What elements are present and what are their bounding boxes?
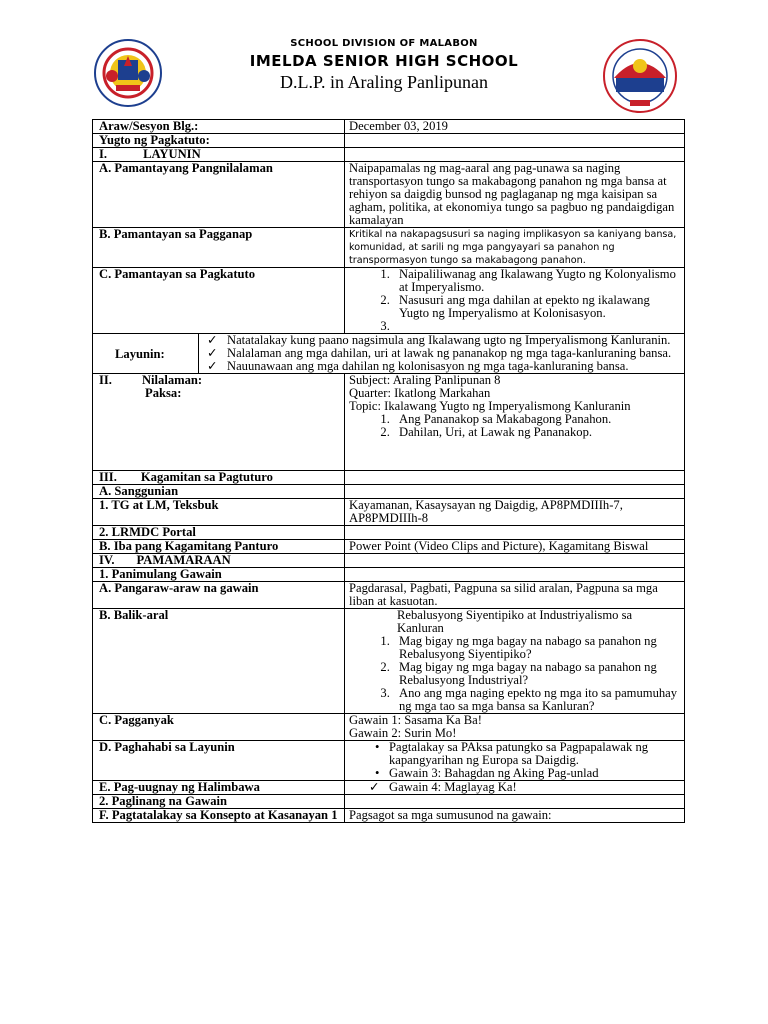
pamantayan-pagganap-value: Kritikal na nakapagsusuri sa naging implikasyon sa kaniyang bansa, komunidad, at sarili ng mga pangyayari sa panahon ng transpormasyon tungo sa makabagong panahon. xyxy=(345,228,685,268)
table-row xyxy=(93,540,685,554)
checkmark-icon: ✓ xyxy=(207,346,218,360)
layunin-label: Layunin: xyxy=(93,334,199,373)
document-header xyxy=(0,0,768,118)
table-row xyxy=(93,781,685,795)
pag-uugnay-list xyxy=(349,781,680,794)
bullet-icon: • xyxy=(375,766,380,780)
section-number: IV. xyxy=(99,553,115,567)
pamantayang-pangnilalaman-label: A. Pamantayang Pangnilalaman xyxy=(93,162,345,228)
table-row xyxy=(93,334,685,374)
pamantayan-pagkatuto-label: C. Pamantayan sa Pagkatuto xyxy=(93,268,345,334)
division-name: SCHOOL DIVISION OF MALABON xyxy=(290,38,478,49)
list-item: 3. Ano ang mga naging epekto ng mga ito sa pamumuhay ng mga tao sa mga bansa sa Kanluran? xyxy=(393,687,680,713)
section-title: LAYUNIN xyxy=(143,147,201,161)
bullet-icon: • xyxy=(375,740,380,754)
quarter-line: Quarter: Ikatlong Markahan xyxy=(349,386,491,400)
checkmark-icon: ✓ xyxy=(207,359,218,373)
section-title: PAMAMARAAN xyxy=(136,553,231,567)
pamantayan-pagganap-label: B. Pamantayan sa Pagganap xyxy=(93,228,345,268)
table-row xyxy=(93,809,685,823)
document-subtitle: D.L.P. in Araling Panlipunan xyxy=(280,72,488,92)
balik-aral-list xyxy=(349,635,680,713)
table-row xyxy=(93,374,685,471)
section-number: II. xyxy=(99,373,112,387)
section-ii-heading xyxy=(93,374,345,471)
table-row xyxy=(93,228,685,268)
gawain-1: Gawain 1: Sasama Ka Ba! xyxy=(349,713,482,727)
table-row xyxy=(93,148,685,162)
division-office-seal-logo xyxy=(600,38,680,114)
pagtatalakay-value: Pagsagot sa mga sumusunod na gawain: xyxy=(345,809,685,823)
list-item: • Pagtalakay sa PAksa patungko sa Pagpapalawak ng kapangyarihan ng Europa sa Daigdig. xyxy=(375,740,649,767)
topic-list xyxy=(349,413,680,439)
section-number: III. xyxy=(99,470,117,484)
list-item: • Gawain 3: Bahagdan ng Aking Pag-unlad xyxy=(375,766,599,780)
list-item: 2. Mag bigay ng mga bagay na nabago sa panahon ng Rebalusyong Industriyal? xyxy=(393,661,680,687)
table-row xyxy=(93,120,685,134)
paksa-label: Paksa: xyxy=(145,386,182,400)
iba-pang-kagamitan-value: Power Point (Video Clips and Picture), Kagamitang Biswal xyxy=(345,540,685,554)
topic-line: Topic: Ikalawang Yugto ng Imperyalismong Kanluranin xyxy=(349,399,631,413)
list-item: ✓ Natatalakay kung paano nagsimula ang Ikalawang ugto ng Imperyalismong Kanluranin. xyxy=(207,333,671,347)
pamantayang-pangnilalaman-value: Naipapamalas ng mag-aaral ang pag-unawa sa naging transportasyon tungo sa makabagong panahon ng mga bansa at rehiyon sa daigdig bunsod ng paglaganap ng mga kaisipan sa agham, politika, at ekonomiya tungo sa pagbuo ng pandaigdigan kamalayan xyxy=(345,162,685,228)
list-item: 2. Dahilan, Uri, at Lawak ng Pananakop. xyxy=(393,426,680,439)
table-row xyxy=(93,609,685,714)
pagganyak-label: C. Pagganyak xyxy=(93,714,345,741)
checkmark-icon: ✓ xyxy=(369,780,380,794)
section-iv-heading xyxy=(93,554,345,568)
pangaraw-araw-label: A. Pangaraw-araw na gawain xyxy=(93,582,345,609)
list-item xyxy=(393,320,680,333)
table-row xyxy=(93,582,685,609)
table-row xyxy=(93,134,685,148)
iba-pang-kagamitan-label: B. Iba pang Kagamitang Panturo xyxy=(93,540,345,554)
school-name: IMELDA SENIOR HIGH SCHOOL xyxy=(249,52,519,70)
list-item: 1. Naipaliliwanag ang Ikalawang Yugto ng Kolonyalismo at Imperyalismo. xyxy=(393,268,680,294)
balik-aral-intro: Rebalusyong Siyentipiko at Industriyalismo sa Kanluran xyxy=(397,608,633,635)
section-i-heading xyxy=(93,148,345,162)
table-row xyxy=(93,162,685,228)
section-number: I. xyxy=(99,147,108,161)
section-title: Nilalaman: xyxy=(141,373,203,387)
table-row xyxy=(93,568,685,582)
paglinang-label: 2. Paglinang na Gawain xyxy=(93,795,345,809)
pag-uugnay-label: E. Pag-uugnay ng Halimbawa xyxy=(93,781,345,795)
list-item: 1. Ang Pananakop sa Makabagong Panahon. xyxy=(393,413,680,426)
lesson-plan-table xyxy=(92,119,685,823)
tg-value: Kayamanan, Kasaysayan ng Daigdig, AP8PMDIIIh-7, AP8PMDIIIh-8 xyxy=(345,499,685,526)
table-row xyxy=(93,471,685,485)
table-row xyxy=(93,526,685,540)
table-row xyxy=(93,554,685,568)
yugto-label: Yugto ng Pagkatuto: xyxy=(93,134,345,148)
pangaraw-araw-value: Pagdarasal, Pagbati, Pagpuna sa silid aralan, Pagpuna sa mga liban at kasuotan. xyxy=(345,582,685,609)
sanggunian-label: A. Sanggunian xyxy=(93,485,345,499)
gawain-2: Gawain 2: Surin Mo! xyxy=(349,726,457,740)
list-item: ✓ Gawain 4: Maglayag Ka! xyxy=(369,780,517,794)
lrmdc-label: 2. LRMDC Portal xyxy=(93,526,345,540)
table-row xyxy=(93,268,685,334)
araw-value: December 03, 2019 xyxy=(345,120,685,134)
pagkatuto-list xyxy=(349,268,680,333)
table-row xyxy=(93,741,685,781)
subject-line: Subject: Araling Panlipunan 8 xyxy=(349,373,501,387)
section-title: Kagamitan sa Pagtuturo xyxy=(140,470,273,484)
paghahabi-list xyxy=(349,741,680,780)
table-row xyxy=(93,714,685,741)
list-item: 2. Nasusuri ang mga dahilan at epekto ng ikalawang Yugto ng Imperyalismo at Kolonisasyon. xyxy=(393,294,680,320)
section-iii-heading xyxy=(93,471,345,485)
checkmark-icon: ✓ xyxy=(207,333,218,347)
balik-aral-label: B. Balik-aral xyxy=(93,609,345,714)
paghahabi-label: D. Paghahabi sa Layunin xyxy=(93,741,345,781)
panimulang-gawain-label: 1. Panimulang Gawain xyxy=(93,568,345,582)
tg-label: 1. TG at LM, Teksbuk xyxy=(93,499,345,526)
araw-label: Araw/Sesyon Blg.: xyxy=(93,120,345,134)
table-row xyxy=(93,499,685,526)
pagtatalakay-label: F. Pagtatalakay sa Konsepto at Kasanayan 1 xyxy=(93,809,345,823)
list-item: ✓ Nauunawaan ang mga dahilan ng kolonisasyon ng mga taga-kanluraning bansa. xyxy=(207,359,629,373)
layunin-list xyxy=(201,334,680,373)
list-item: 1. Mag bigay ng mga bagay na nabago sa panahon ng Rebalusyong Siyentipiko? xyxy=(393,635,680,661)
table-row xyxy=(93,795,685,809)
list-item: ✓ Nalalaman ang mga dahilan, uri at lawak ng pananakop ng mga taga-kanluraning bansa. xyxy=(207,346,672,360)
table-row xyxy=(93,485,685,499)
